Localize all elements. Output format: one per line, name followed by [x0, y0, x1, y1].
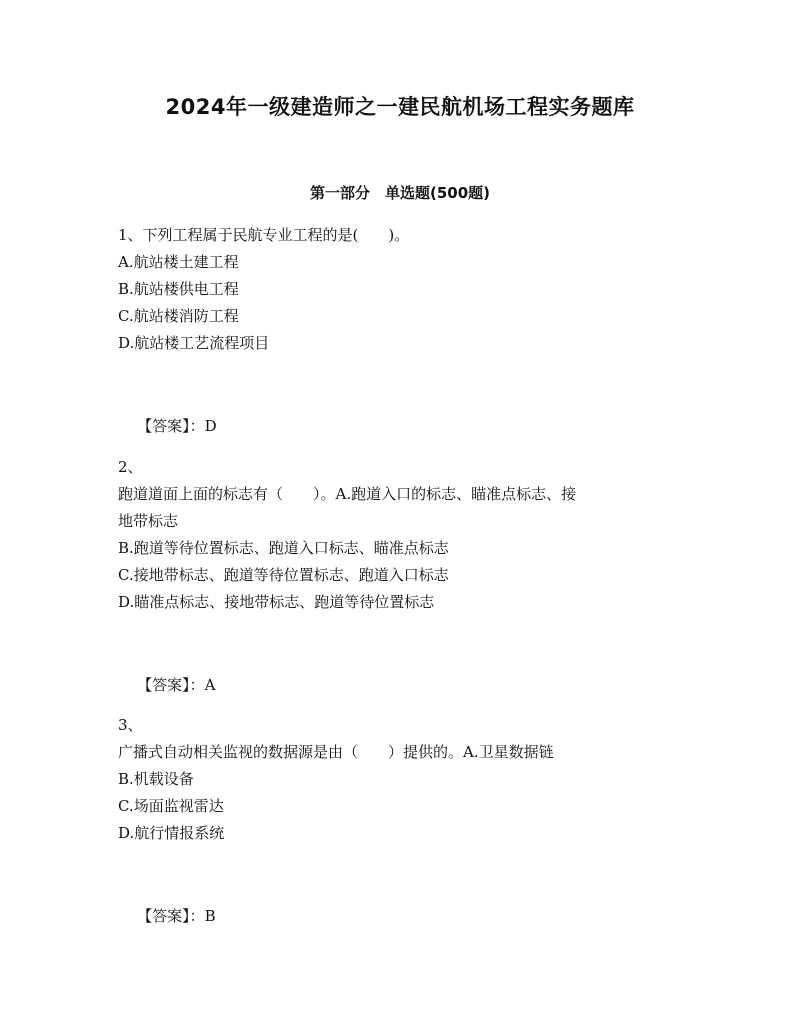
- answer-value: B: [204, 907, 216, 925]
- question-2-stem-continued: 地带标志: [118, 512, 179, 530]
- question-3-option-b: B.机载设备: [118, 770, 194, 788]
- question-3-stem: 广播式自动相关监视的数据源是由（ ）提供的。A.卫星数据链: [118, 743, 554, 761]
- document-title: 2024年一级建造师之一建民航机场工程实务题库: [165, 95, 635, 119]
- answer-value: A: [204, 676, 216, 694]
- answer-label: 【答案】：: [137, 907, 205, 925]
- question-1-option-a: A.航站楼土建工程: [118, 253, 239, 271]
- question-3-option-c: C.场面监视雷达: [118, 797, 224, 815]
- question-2: [118, 454, 688, 616]
- section-heading: 第一部分 单选题(500题): [309, 184, 491, 202]
- question-2-number: 2、: [118, 458, 143, 476]
- question-1-option-d: D.航站楼工艺流程项目: [118, 334, 270, 352]
- question-2-option-c: C.接地带标志、跑道等待位置标志、跑道入口标志: [118, 566, 449, 584]
- question-3-number: 3、: [118, 716, 143, 734]
- question-3: [118, 712, 688, 847]
- question-2-option-b: B.跑道等待位置标志、跑道入口标志、瞄准点标志: [118, 539, 449, 557]
- question-3-answer: [118, 876, 418, 957]
- question-1-stem: 1、下列工程属于民航专业工程的是( )。: [118, 226, 410, 244]
- question-1-option-b: B.航站楼供电工程: [118, 280, 239, 298]
- question-2-option-d: D.瞄准点标志、接地带标志、跑道等待位置标志: [118, 593, 435, 611]
- question-3-option-d: D.航行情报系统: [118, 824, 225, 842]
- question-1: [118, 222, 688, 357]
- question-2-stem: 跑道道面上面的标志有（ ）。A.跑道入口的标志、瞄准点标志、接: [118, 485, 577, 503]
- answer-label: 【答案】：: [137, 676, 205, 694]
- answer-label: 【答案】：: [137, 417, 205, 435]
- answer-value: D: [204, 417, 217, 435]
- question-1-option-c: C.航站楼消防工程: [118, 307, 239, 325]
